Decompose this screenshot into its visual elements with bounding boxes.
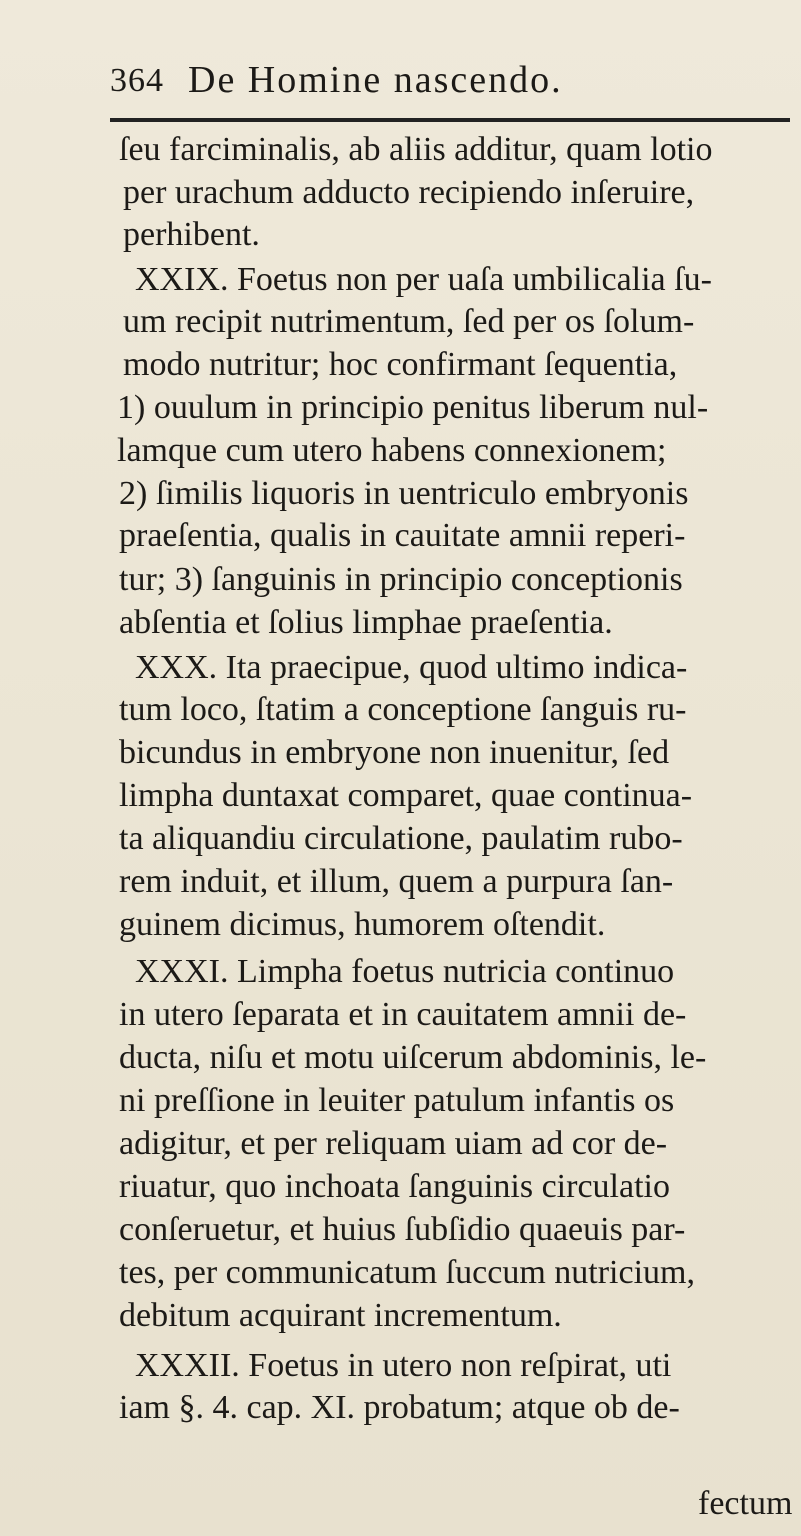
text-line: abſentia et ſolius limphae praeſentia. [119, 604, 613, 641]
text-line: XXXII. Foetus in utero non reſpirat, uti [135, 1347, 672, 1384]
running-head: De Homine nascendo. [188, 59, 563, 101]
text-line: per urachum adducto recipiendo inſeruire, [123, 174, 695, 211]
text-line: adigitur, et per reliquam uiam ad cor de- [119, 1125, 668, 1162]
text-line: ta aliquandiu circulatione, paulatim rubo- [119, 820, 683, 857]
text-line: lamque cum utero habens connexionem; [117, 432, 667, 469]
text-line: modo nutritur; hoc confirmant ſequentia, [123, 346, 678, 383]
text-line: tum loco, ſtatim a conceptione ſanguis ru- [119, 691, 687, 728]
text-line: perhibent. [123, 216, 260, 253]
text-line: ſeu farciminalis, ab aliis additur, quam lotio [119, 131, 713, 168]
text-line: conſeruetur, et huius ſubſidio quaeuis par- [119, 1211, 686, 1248]
text-line: riuatur, quo inchoata ſanguinis circulatio [119, 1168, 670, 1205]
text-line: limpha duntaxat comparet, quae continua- [119, 777, 693, 814]
text-line: 2) ſimilis liquoris in uentriculo embryonis [119, 475, 689, 512]
text-line: XXXI. Limpha foetus nutricia continuo [135, 953, 675, 990]
text-line: iam §. 4. cap. XI. probatum; atque ob de- [119, 1389, 680, 1426]
text-line: in utero ſeparata et in cauitatem amnii de- [119, 996, 687, 1033]
text-line: bicundus in embryone non inuenitur, ſed [119, 734, 670, 771]
page-number: 364 [110, 62, 164, 99]
text-line: tur; 3) ſanguinis in principio conceptionis [119, 561, 683, 598]
text-line: 1) ouulum in principio penitus liberum nul- [117, 389, 709, 426]
text-line: praeſentia, qualis in cauitate amnii reperi- [119, 517, 686, 554]
text-line: rem induit, et illum, quem a purpura ſan- [119, 863, 674, 900]
text-line: tes, per communicatum ſuccum nutricium, [119, 1254, 695, 1291]
text-line: XXX. Ita praecipue, quod ultimo indica- [135, 649, 688, 686]
text-line: ducta, niſu et motu uiſcerum abdominis, le- [119, 1039, 707, 1076]
text-line: XXIX. Foetus non per uaſa umbilicalia ſu- [135, 261, 712, 298]
header-rule [110, 118, 790, 122]
text-line: guinem dicimus, humorem oſtendit. [119, 906, 606, 943]
page-header [110, 50, 770, 110]
text-line: um recipit nutrimentum, ſed per os ſolum- [123, 303, 695, 340]
catchword: fectum [698, 1485, 793, 1522]
text-line: debitum acquirant incrementum. [119, 1297, 562, 1334]
text-line: ni preſſione in leuiter patulum infantis os [119, 1082, 675, 1119]
